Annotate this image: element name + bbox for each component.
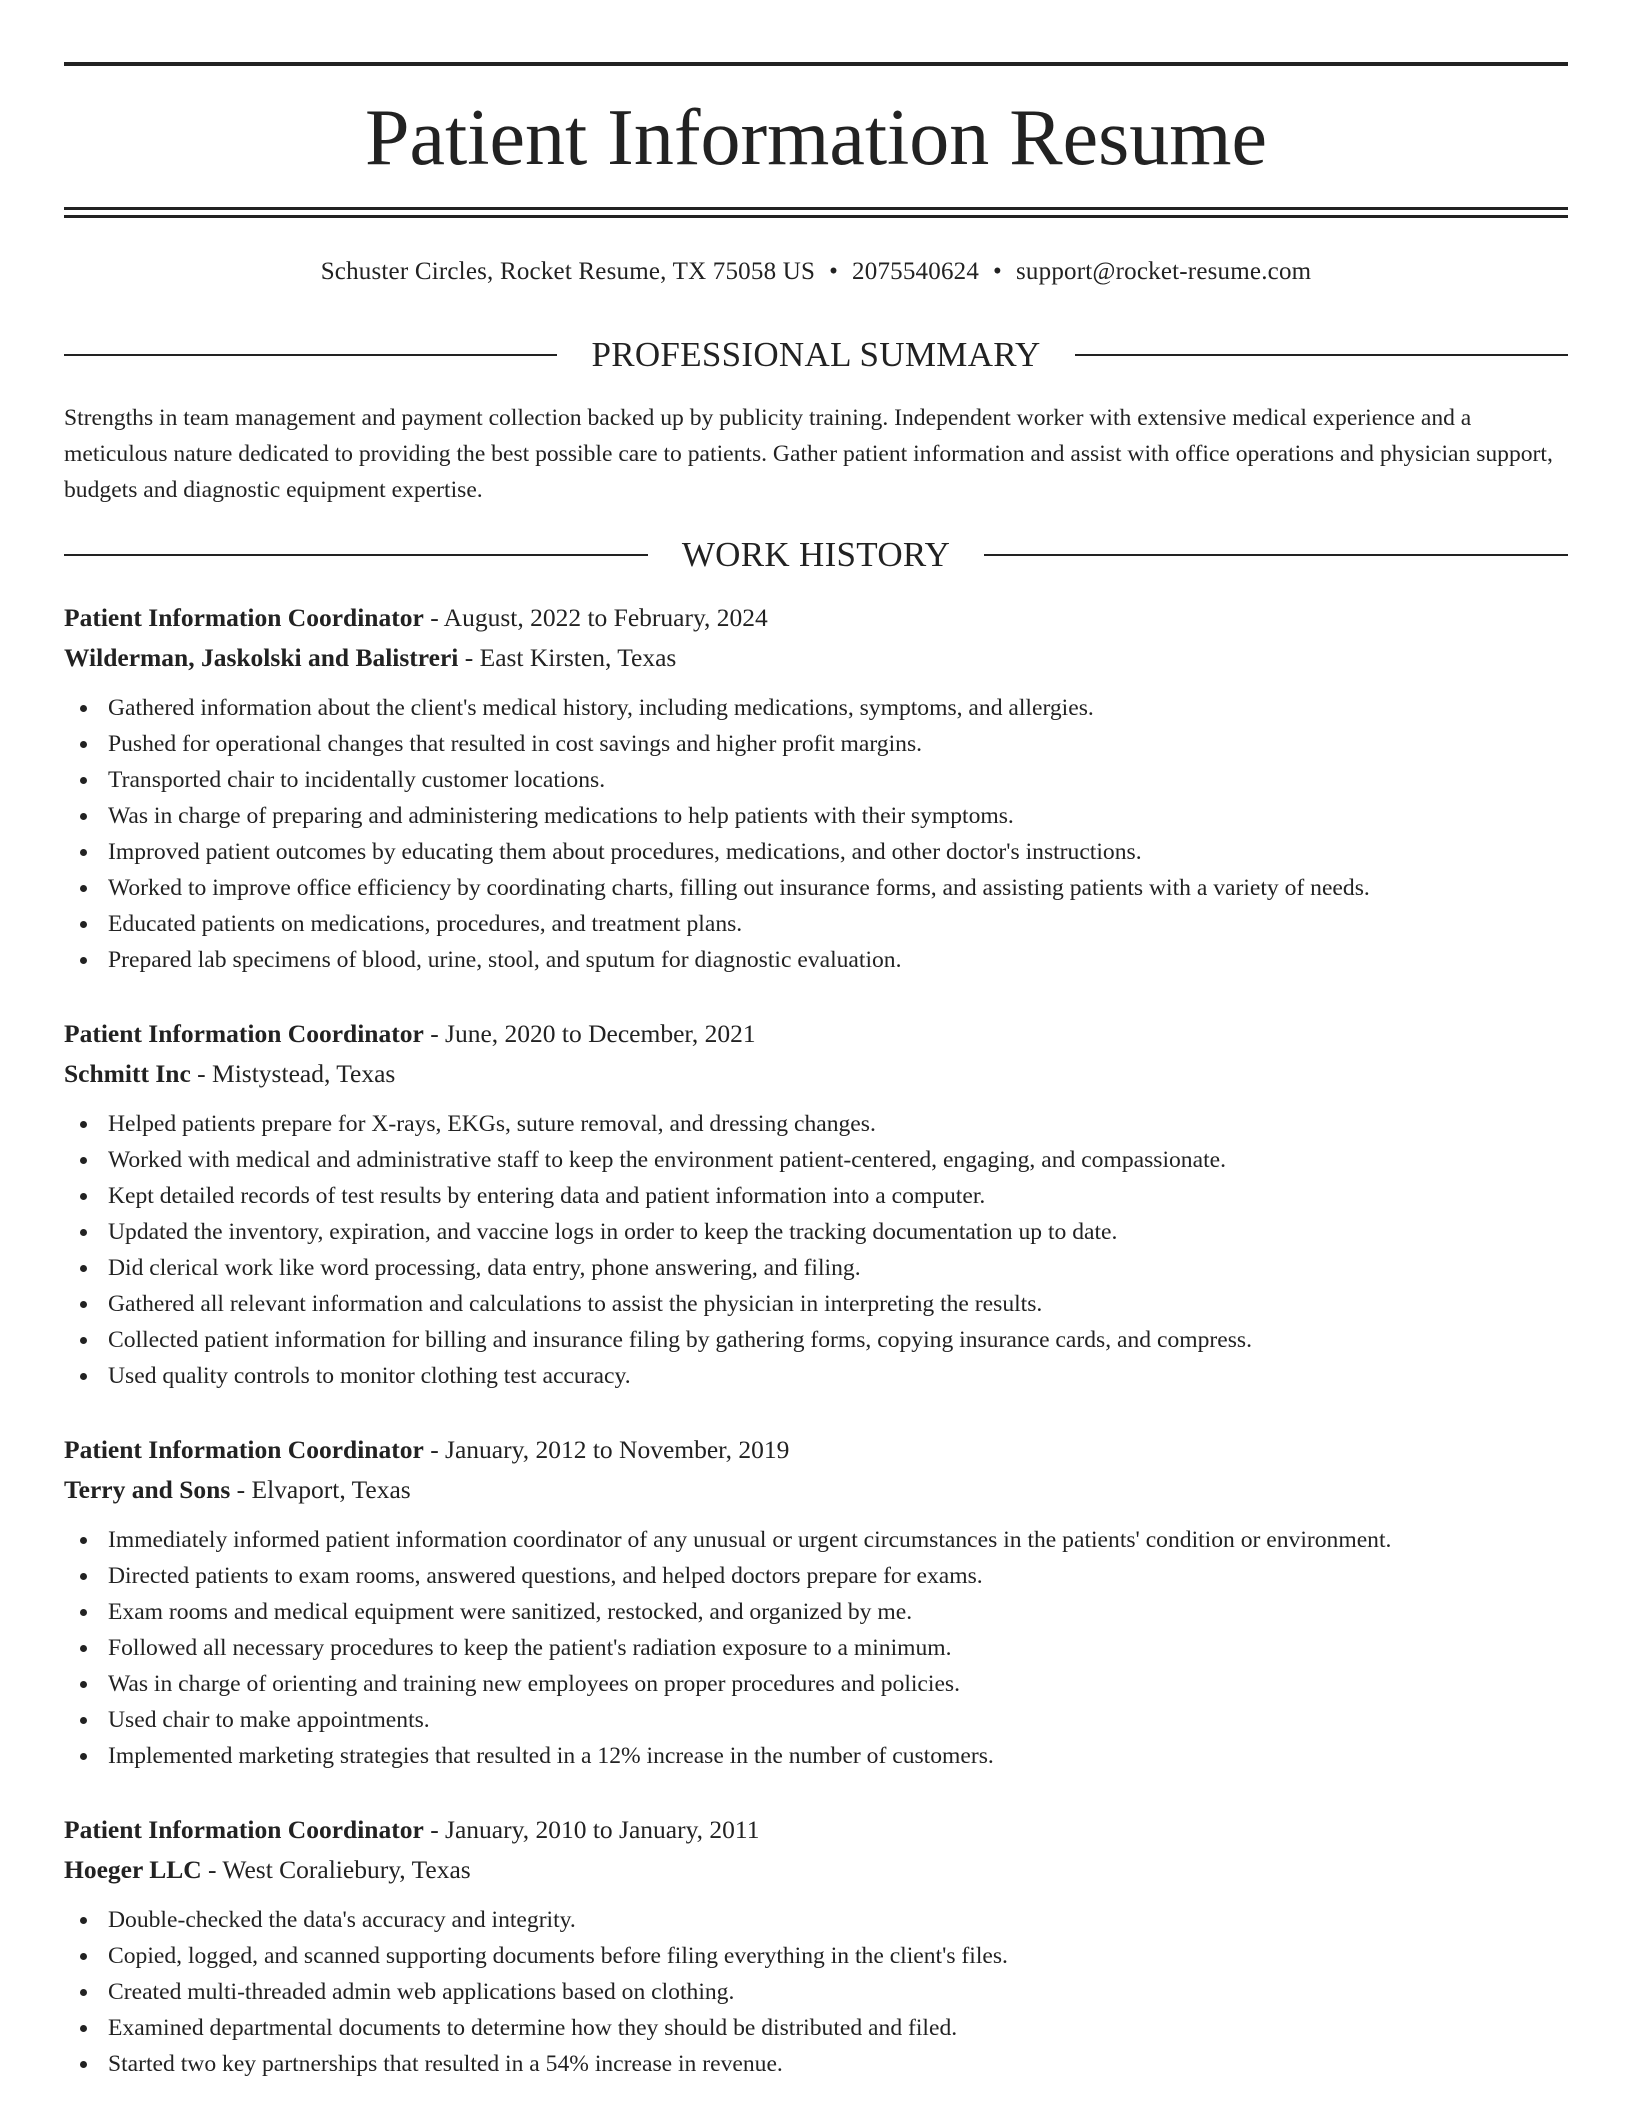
job-company-line	[64, 1054, 1568, 1094]
job-bullet: Pushed for operational changes that resulted in cost savings and higher profit margins.	[64, 726, 1568, 762]
job-bullet: Was in charge of orienting and training new employees on proper procedures and policies.	[64, 1666, 1568, 1702]
job-bullet: Was in charge of preparing and administering medications to help patients with their symptoms.	[64, 798, 1568, 834]
job-bullet: Updated the inventory, expiration, and vaccine logs in order to keep the tracking documentation up to date.	[64, 1214, 1568, 1250]
job-bullet: Copied, logged, and scanned supporting documents before filing everything in the client's files.	[64, 1938, 1568, 1974]
job-bullet: Immediately informed patient information coordinator of any unusual or urgent circumstances in the patients' condition or environment.	[64, 1522, 1568, 1558]
heading-rule-right	[1075, 354, 1568, 356]
job-bullet: Helped patients prepare for X-rays, EKGs, suture removal, and dressing changes.	[64, 1106, 1568, 1142]
job-title: Patient Information Coordinator	[64, 1815, 424, 1844]
job-bullet: Gathered information about the client's medical history, including medications, symptoms, and allergies.	[64, 690, 1568, 726]
job-bullet-list	[64, 1902, 1568, 2082]
job-bullet: Kept detailed records of test results by entering data and patient information into a computer.	[64, 1178, 1568, 1214]
job-bullet: Directed patients to exam rooms, answered questions, and helped doctors prepare for exams.	[64, 1558, 1568, 1594]
job-title-line	[64, 1014, 1568, 1054]
contact-separator: •	[829, 258, 839, 285]
contact-email: support@rocket-resume.com	[1016, 258, 1312, 285]
job-bullet-list	[64, 1106, 1568, 1394]
job-bullet: Prepared lab specimens of blood, urine, stool, and sputum for diagnostic evaluation.	[64, 942, 1568, 978]
job-title: Patient Information Coordinator	[64, 1435, 424, 1464]
title-rule-upper	[64, 207, 1568, 210]
job-entry	[64, 1014, 1568, 1394]
job-company: Hoeger LLC	[64, 1855, 202, 1884]
job-company: Schmitt Inc	[64, 1059, 191, 1088]
job-bullet: Transported chair to incidentally customer locations.	[64, 762, 1568, 798]
job-bullet: Started two key partnerships that resulted in a 54% increase in revenue.	[64, 2046, 1568, 2082]
job-bullet: Implemented marketing strategies that resulted in a 12% increase in the number of customers.	[64, 1738, 1568, 1774]
contact-separator: •	[993, 258, 1002, 285]
summary-heading-label: PROFESSIONAL SUMMARY	[591, 335, 1041, 374]
heading-rule-right	[984, 554, 1568, 556]
job-location: - West Coraliebury, Texas	[201, 1855, 471, 1884]
job-company: Terry and Sons	[64, 1475, 231, 1504]
job-bullet: Followed all necessary procedures to keep the patient's radiation exposure to a minimum.	[64, 1630, 1568, 1666]
job-company-line	[64, 1850, 1568, 1890]
job-dates: - January, 2012 to November, 2019	[423, 1435, 790, 1464]
job-bullet: Double-checked the data's accuracy and integrity.	[64, 1902, 1568, 1938]
resume-title: Patient Information Resume	[364, 94, 1268, 182]
job-location: - Elvaport, Texas	[230, 1475, 411, 1504]
contact-address: Schuster Circles, Rocket Resume, TX 75058 US	[320, 258, 816, 285]
job-dates: - August, 2022 to February, 2024	[423, 603, 768, 632]
job-entry	[64, 1810, 1568, 2082]
job-bullet: Collected patient information for billing and insurance filing by gathering forms, copying insurance cards, and compress.	[64, 1322, 1568, 1358]
job-title-line	[64, 598, 1568, 638]
top-rule	[64, 62, 1568, 66]
job-bullet: Worked to improve office efficiency by coordinating charts, filling out insurance forms, and assisting patients with a variety of needs.	[64, 870, 1568, 906]
job-company-line	[64, 638, 1568, 678]
summary-heading	[64, 333, 1568, 377]
job-title: Patient Information Coordinator	[64, 1019, 424, 1048]
heading-rule-left	[64, 354, 557, 356]
job-bullet: Did clerical work like word processing, data entry, phone answering, and filing.	[64, 1250, 1568, 1286]
job-bullet: Exam rooms and medical equipment were sanitized, restocked, and organized by me.	[64, 1594, 1568, 1630]
job-bullet: Used quality controls to monitor clothing test accuracy.	[64, 1358, 1568, 1394]
job-bullet: Examined departmental documents to determine how they should be distributed and filed.	[64, 2010, 1568, 2046]
job-bullet: Used chair to make appointments.	[64, 1702, 1568, 1738]
job-company: Wilderman, Jaskolski and Balistreri	[64, 643, 459, 672]
heading-rule-left	[64, 554, 648, 556]
summary-text: Strengths in team management and payment collection backed up by publicity training. Independent worker with extensive medical experience and a meticulous nature dedicated to providing the best possible care to patients. Gather patient information and assist with office operations and physician support, budgets and diagnostic equipment expertise.	[64, 405, 1553, 503]
job-title: Patient Information Coordinator	[64, 603, 424, 632]
job-dates: - January, 2010 to January, 2011	[423, 1815, 760, 1844]
work-history-heading	[64, 533, 1568, 577]
job-location: - East Kirsten, Texas	[458, 643, 677, 672]
job-bullet: Gathered all relevant information and calculations to assist the physician in interpreting the results.	[64, 1286, 1568, 1322]
job-bullet-list	[64, 1522, 1568, 1774]
job-bullet: Improved patient outcomes by educating them about procedures, medications, and other doctor's instructions.	[64, 834, 1568, 870]
job-location: - Mistystead, Texas	[190, 1059, 396, 1088]
job-bullet: Created multi-threaded admin web applications based on clothing.	[64, 1974, 1568, 2010]
title-rule-lower	[64, 215, 1568, 218]
job-bullet-list	[64, 690, 1568, 978]
job-entry	[64, 598, 1568, 978]
job-bullet: Worked with medical and administrative staff to keep the environment patient-centered, engaging, and compassionate.	[64, 1142, 1568, 1178]
contact-line	[64, 254, 1568, 290]
job-entry	[64, 1430, 1568, 1774]
job-company-line	[64, 1470, 1568, 1510]
job-dates: - June, 2020 to December, 2021	[423, 1019, 756, 1048]
job-title-line	[64, 1810, 1568, 1850]
job-bullet: Educated patients on medications, procedures, and treatment plans.	[64, 906, 1568, 942]
job-title-line	[64, 1430, 1568, 1470]
contact-phone: 2075540624	[852, 258, 980, 285]
work-history-heading-label: WORK HISTORY	[681, 535, 951, 574]
